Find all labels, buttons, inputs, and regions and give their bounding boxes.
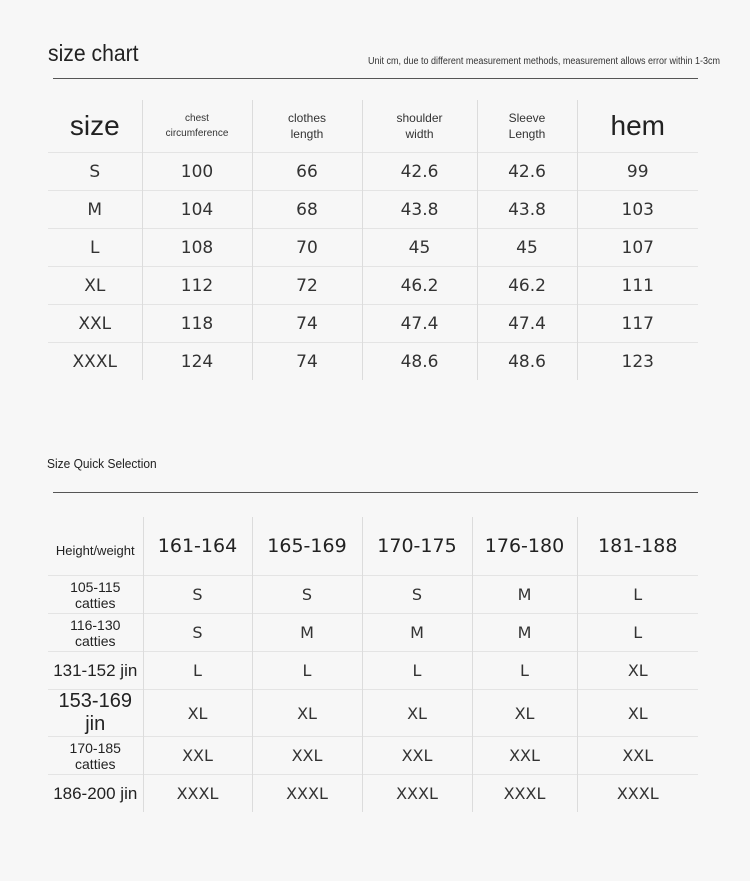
column-header-length (252, 100, 362, 153)
table-cell: 42.6 (477, 153, 577, 191)
size-cell: S (48, 153, 142, 191)
size-chart-table (48, 100, 698, 380)
table-cell: 43.8 (362, 191, 477, 229)
table-cell: XL (577, 652, 698, 690)
weight-label: 116-130 catties (48, 614, 143, 652)
table-cell: 112 (142, 267, 252, 305)
table-cell: 43.8 (477, 191, 577, 229)
column-header-shoulder (362, 100, 477, 153)
table-row (48, 690, 698, 737)
table-cell: 117 (577, 305, 698, 343)
column-header-sleeve (477, 100, 577, 153)
column-header-label: shoulder (396, 111, 443, 125)
table-cell: XXXL (362, 775, 472, 813)
table-cell: XL (362, 690, 472, 737)
table-cell: 103 (577, 191, 698, 229)
table-cell: L (143, 652, 252, 690)
table-cell: XXL (143, 737, 252, 775)
column-header-height: 165-169 (252, 517, 362, 576)
weight-label: 153-169 jin (48, 690, 143, 737)
table-cell: 45 (362, 229, 477, 267)
table-cell: XXL (252, 737, 362, 775)
size-cell: M (48, 191, 142, 229)
table-cell: S (252, 576, 362, 614)
table-cell: 123 (577, 343, 698, 381)
table-cell: L (472, 652, 577, 690)
column-header-label: Length (508, 127, 546, 141)
table-cell: XL (472, 690, 577, 737)
weight-label: 105-115 catties (48, 576, 143, 614)
table-row (48, 652, 698, 690)
table-cell: 47.4 (477, 305, 577, 343)
table-cell: 70 (252, 229, 362, 267)
table-cell: 48.6 (362, 343, 477, 381)
table-cell: 118 (142, 305, 252, 343)
table-cell: S (143, 576, 252, 614)
table-cell: L (252, 652, 362, 690)
table-cell: 72 (252, 267, 362, 305)
column-header-label: chest (185, 113, 209, 124)
table-cell: 108 (142, 229, 252, 267)
column-header-label: clothes (287, 111, 327, 125)
table-cell: 74 (252, 305, 362, 343)
table-cell: XXXL (252, 775, 362, 813)
column-header-label: Sleeve (508, 111, 546, 125)
table-row (48, 576, 698, 614)
table-cell: L (577, 614, 698, 652)
size-cell: XXL (48, 305, 142, 343)
table-cell: M (472, 614, 577, 652)
column-header-chest (142, 100, 252, 153)
table-cell: 47.4 (362, 305, 477, 343)
table-cell: M (252, 614, 362, 652)
column-header-label: size (69, 110, 120, 141)
weight-label: 131-152 jin (48, 652, 143, 690)
table-cell: 42.6 (362, 153, 477, 191)
table-cell: XXXL (577, 775, 698, 813)
column-header-size (48, 100, 142, 153)
table-cell: 46.2 (362, 267, 477, 305)
table-row (48, 614, 698, 652)
table-cell: XL (143, 690, 252, 737)
measurement-note: Unit cm, due to different measurement methods, measurement allows error within 1-3cm (368, 56, 720, 67)
size-cell: XXXL (48, 343, 142, 381)
table-cell: 124 (142, 343, 252, 381)
title-divider (53, 78, 698, 79)
table-cell: 74 (252, 343, 362, 381)
table-cell: XL (577, 690, 698, 737)
table-row (48, 153, 698, 191)
table-row (48, 191, 698, 229)
column-header-label: length (290, 127, 324, 141)
size-cell: XL (48, 267, 142, 305)
table-cell: M (362, 614, 472, 652)
table-cell: XL (252, 690, 362, 737)
table-cell: S (362, 576, 472, 614)
table-row (48, 305, 698, 343)
page-title: size chart (48, 40, 139, 66)
table-row (48, 229, 698, 267)
column-header-height: 181-188 (577, 517, 698, 576)
table-cell: 68 (252, 191, 362, 229)
table-cell: 48.6 (477, 343, 577, 381)
column-header-height: 170-175 (362, 517, 472, 576)
table-cell: L (577, 576, 698, 614)
column-header-height: 161-164 (143, 517, 252, 576)
table-cell: L (362, 652, 472, 690)
table-row (48, 267, 698, 305)
table-cell: 99 (577, 153, 698, 191)
table-row (48, 343, 698, 381)
quick-selection-header (48, 517, 698, 576)
quick-selection-title: Size Quick Selection (47, 456, 157, 471)
weight-label: 186-200 jin (48, 775, 143, 813)
quick-selection-divider (53, 492, 698, 493)
table-cell: M (472, 576, 577, 614)
table-cell: XXL (472, 737, 577, 775)
table-cell: 66 (252, 153, 362, 191)
table-cell: 45 (477, 229, 577, 267)
table-cell: 111 (577, 267, 698, 305)
table-row (48, 737, 698, 775)
table-cell: 46.2 (477, 267, 577, 305)
table-cell: XXXL (143, 775, 252, 813)
size-chart-header (48, 100, 698, 153)
column-header-height-weight: Height/weight (55, 542, 135, 558)
table-cell: 100 (142, 153, 252, 191)
table-cell: XXL (577, 737, 698, 775)
table-cell: 104 (142, 191, 252, 229)
column-header-label: hem (610, 110, 665, 141)
column-header-height: 176-180 (472, 517, 577, 576)
table-cell: 107 (577, 229, 698, 267)
column-header-label: circumference (165, 128, 229, 139)
weight-label: 170-185 catties (48, 737, 143, 775)
table-row (48, 775, 698, 813)
column-header-label: width (405, 127, 434, 141)
table-cell: XXXL (472, 775, 577, 813)
table-cell: XXL (362, 737, 472, 775)
quick-selection-table (48, 517, 698, 812)
table-cell: S (143, 614, 252, 652)
column-header-hem (577, 100, 698, 153)
size-cell: L (48, 229, 142, 267)
